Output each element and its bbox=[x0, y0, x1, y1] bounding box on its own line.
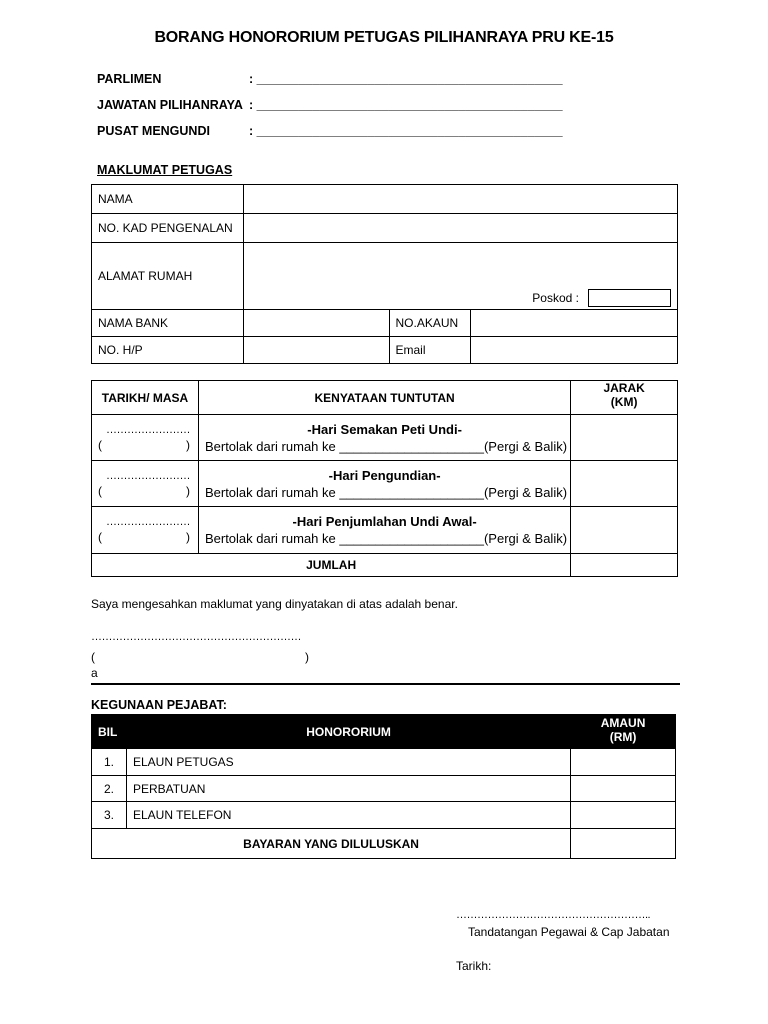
item-label: ELAUN TELEFON bbox=[126, 802, 570, 829]
officer-signature-line[interactable]: ……………………………………………….. bbox=[456, 909, 651, 921]
office-section-title: KEGUNAAN PEJABAT: bbox=[91, 698, 227, 712]
day-title: -Hari Penjumlahan Undi Awal- bbox=[292, 514, 477, 529]
hp-label: NO. H/P bbox=[92, 337, 244, 364]
item-number: 2. bbox=[92, 776, 127, 802]
distance-header-label: JARAK bbox=[603, 380, 645, 395]
officer-info-table bbox=[91, 184, 678, 364]
distance-input[interactable] bbox=[571, 507, 678, 554]
nama-label: NAMA bbox=[92, 185, 244, 214]
amount-header-unit: (RM) bbox=[609, 729, 637, 744]
paren-open: ( bbox=[91, 650, 95, 664]
bank-label: NAMA BANK bbox=[92, 310, 244, 337]
table-row bbox=[92, 776, 676, 802]
officer-section-title: MAKLUMAT PETUGAS bbox=[97, 163, 233, 177]
alamat-input[interactable] bbox=[243, 243, 677, 310]
officer-signature-label: Tandatangan Pegawai & Cap Jabatan bbox=[468, 925, 670, 939]
office-table bbox=[91, 714, 676, 859]
claim-row bbox=[92, 461, 678, 507]
amount-input[interactable] bbox=[571, 776, 676, 802]
confirmation-text: Saya mengesahkan maklumat yang dinyatakan di atas adalah benar. bbox=[91, 597, 458, 611]
col-honor-header: HONORORIUM bbox=[126, 715, 570, 749]
day-title: -Hari Semakan Peti Undi- bbox=[307, 421, 462, 437]
date-dots: …………………… bbox=[106, 423, 190, 436]
divider-rule bbox=[91, 683, 680, 685]
date-dots: …………………… bbox=[106, 516, 190, 528]
signature-suffix: a bbox=[91, 666, 98, 680]
email-label: Email bbox=[389, 337, 471, 364]
distance-input[interactable] bbox=[571, 461, 678, 507]
trip-text[interactable]: Bertolak dari rumah ke ____________________(Pergi & Balik) bbox=[204, 484, 568, 500]
parlimen-label: PARLIMEN bbox=[97, 72, 162, 86]
col-bil-header: BIL bbox=[92, 715, 127, 749]
distance-input[interactable] bbox=[571, 415, 678, 461]
total-input[interactable] bbox=[571, 554, 678, 577]
col-statement-header: KENYATAAN TUNTUTAN bbox=[198, 381, 570, 415]
claim-row bbox=[92, 415, 678, 461]
hp-input[interactable] bbox=[243, 337, 389, 364]
amount-input[interactable] bbox=[571, 802, 676, 829]
statement-cell bbox=[198, 415, 570, 461]
distance-header-unit: (KM) bbox=[610, 394, 638, 409]
paren-close: ) bbox=[186, 437, 190, 452]
col-distance-header bbox=[571, 381, 678, 415]
statement-cell bbox=[198, 507, 570, 554]
kad-input[interactable] bbox=[243, 214, 677, 243]
email-input[interactable] bbox=[471, 337, 678, 364]
approved-label: BAYARAN YANG DILULUSKAN bbox=[92, 829, 571, 859]
alamat-label: ALAMAT RUMAH bbox=[92, 243, 244, 310]
date-cell[interactable] bbox=[92, 415, 199, 461]
kad-label: NO. KAD PENGENALAN bbox=[92, 214, 244, 243]
table-row bbox=[92, 802, 676, 829]
paren-open: ( bbox=[98, 483, 102, 498]
paren-close: ) bbox=[186, 530, 190, 544]
date-dots: …………………… bbox=[106, 469, 190, 482]
paren-open: ( bbox=[98, 530, 102, 544]
date-label: Tarikh: bbox=[456, 959, 492, 973]
applicant-name-field[interactable] bbox=[91, 650, 309, 664]
claim-row bbox=[92, 507, 678, 554]
jawatan-field[interactable]: : ____________________________________________ bbox=[249, 98, 563, 112]
applicant-signature-line[interactable]: …………………………………………………… bbox=[91, 631, 301, 643]
parlimen-field[interactable]: : ____________________________________________ bbox=[249, 72, 563, 86]
jawatan-label: JAWATAN PILIHANRAYA bbox=[97, 98, 243, 112]
claims-table bbox=[91, 380, 678, 577]
poskod-input[interactable] bbox=[588, 289, 671, 307]
paren-close: ) bbox=[305, 650, 309, 664]
poskod-label: Poskod : bbox=[532, 291, 579, 305]
item-number: 3. bbox=[92, 802, 127, 829]
paren-close: ) bbox=[186, 483, 190, 498]
col-amount-header bbox=[571, 715, 676, 749]
item-label: ELAUN PETUGAS bbox=[126, 749, 570, 776]
item-label: PERBATUAN bbox=[126, 776, 570, 802]
pusat-mengundi-label: PUSAT MENGUNDI bbox=[97, 124, 210, 138]
date-cell[interactable] bbox=[92, 507, 199, 554]
approved-amount-input[interactable] bbox=[571, 829, 676, 859]
day-title: -Hari Pengundian- bbox=[328, 467, 441, 483]
nama-input[interactable] bbox=[243, 185, 677, 214]
item-number: 1. bbox=[92, 749, 127, 776]
statement-cell bbox=[198, 461, 570, 507]
total-label: JUMLAH bbox=[92, 554, 571, 577]
amount-header-label: AMAUN bbox=[600, 715, 646, 730]
paren-open: ( bbox=[98, 437, 102, 452]
akaun-label: NO.AKAUN bbox=[389, 310, 471, 337]
bank-input[interactable] bbox=[243, 310, 389, 337]
form-title: BORANG HONORORIUM PETUGAS PILIHANRAYA PRU KE-15 bbox=[154, 29, 614, 46]
col-date-header: TARIKH/ MASA bbox=[92, 381, 199, 415]
table-row bbox=[92, 749, 676, 776]
date-cell[interactable] bbox=[92, 461, 199, 507]
trip-text[interactable]: Bertolak dari rumah ke ____________________(Pergi & Balik) bbox=[204, 438, 568, 454]
pusat-mengundi-field[interactable]: : ____________________________________________ bbox=[249, 124, 563, 138]
trip-text[interactable]: Bertolak dari rumah ke ____________________(Pergi & Balik) bbox=[204, 531, 568, 546]
akaun-input[interactable] bbox=[471, 310, 678, 337]
amount-input[interactable] bbox=[571, 749, 676, 776]
